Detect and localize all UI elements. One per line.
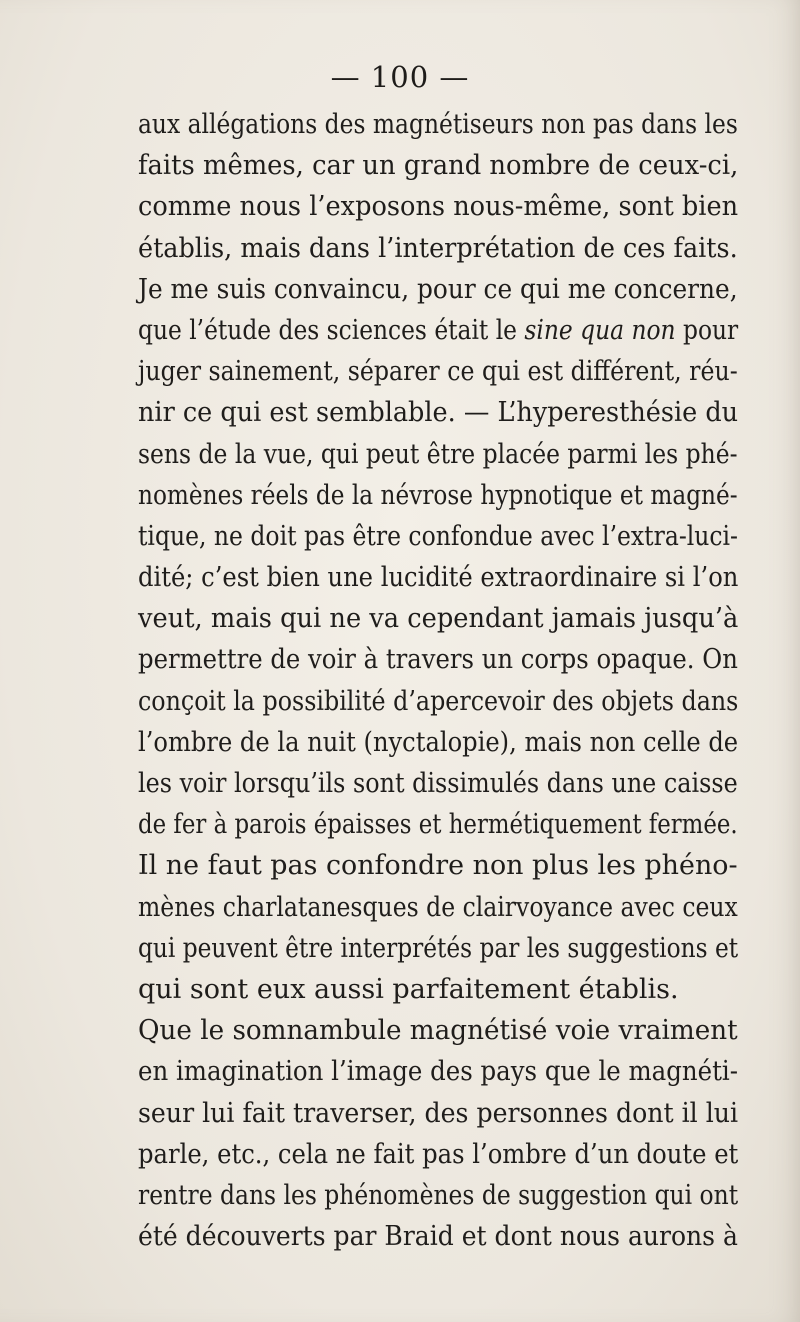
text-line: tique, ne doit pas être confondue avec l’extra-luci- (138, 520, 738, 552)
text-line: Je me suis convaincu, pour ce qui me concerne, (138, 273, 738, 305)
text-line: de fer à parois épaisses et hermétiquement fermée. (138, 809, 738, 841)
text-line: été découverts par Braid et dont nous aurons à (138, 1221, 738, 1253)
text-line: Que le somnambule magnétisé voie vraiment (138, 1015, 738, 1047)
text-line: nir ce qui est semblable. — L’hyperesthésie du (138, 397, 739, 429)
text-line: sens de la vue, qui peut être placée parmi les phé- (138, 438, 738, 470)
latin-phrase: sine qua non (524, 314, 676, 346)
text-line: établis, mais dans l’interprétation de ces faits. (138, 232, 738, 264)
text-line: veut, mais qui ne va cependant jamais jusqu’à (138, 603, 739, 635)
text-line: qui sont eux aussi parfaitement établis. (138, 973, 679, 1005)
text-line: parle, etc., cela ne fait pas l’ombre d’un doute et (138, 1138, 739, 1170)
text-line: nomènes réels de la névrose hypnotique et magné- (138, 479, 738, 511)
text-line: Il ne faut pas confondre non plus les phéno- (138, 850, 738, 882)
text-segment: que l’étude des sciences était le (138, 314, 525, 346)
text-segment: pour (675, 314, 739, 346)
text-line: en imagination l’image des pays que le magnéti- (138, 1056, 738, 1088)
text-line (138, 310, 739, 351)
text-line: l’ombre de la nuit (nyctalopie), mais non celle de (138, 726, 739, 758)
text-line: comme nous l’exposons nous-même, sont bien (138, 191, 739, 223)
text-line: rentre dans les phénomènes de suggestion qui ont (138, 1179, 739, 1211)
text-line: juger sainement, séparer ce qui est différent, réu- (138, 356, 738, 388)
text-line: permettre de voir à travers un corps opaque. On (138, 644, 738, 676)
page-number: — 100 — (330, 60, 470, 94)
text-line: aux allégations des magnétiseurs non pas dans les (138, 109, 738, 140)
text-line: mènes charlatanesques de clairvoyance avec ceux (138, 891, 738, 923)
text-line: conçoit la possibilité d’apercevoir des objets dans (138, 685, 739, 717)
text-line: les voir lorsqu’ils sont dissimulés dans une caisse (138, 768, 738, 799)
text-line: dité; c’est bien une lucidité extraordinaire si l’on (138, 562, 739, 594)
text-line: qui peuvent être interprétés par les suggestions et (138, 932, 739, 964)
text-line: faits mêmes, car un grand nombre de ceux-ci, (138, 150, 739, 182)
body-text (138, 104, 738, 1257)
text-line: seur lui fait traverser, des personnes dont il lui (138, 1097, 739, 1129)
